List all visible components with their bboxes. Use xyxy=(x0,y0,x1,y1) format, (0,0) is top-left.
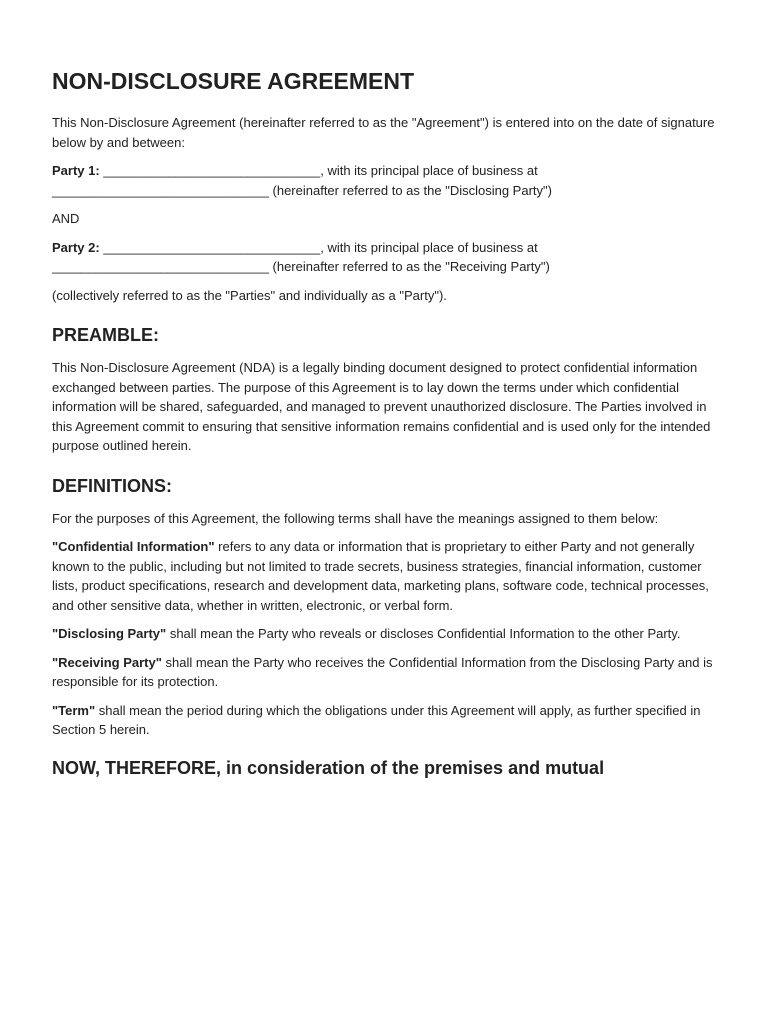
definition-text: shall mean the Party who receives the Confidential Information from the Disclosing Party and is responsible for its protection. xyxy=(52,654,713,689)
definition-text: shall mean the Party who reveals or discloses Confidential Information to the other Party. xyxy=(166,626,681,641)
party1-paragraph xyxy=(52,161,724,200)
party1-label: Party 1: xyxy=(52,163,100,178)
party2-text: ______________________________, with its principal place of business at ______________________________ (hereinafter referred to as the "Receiving Party") xyxy=(52,239,550,274)
definition-term: "Confidential Information" xyxy=(52,539,215,554)
definition-item xyxy=(52,624,724,644)
definition-text: refers to any data or information that is proprietary to either Party and not generally known to the public, including but not limited to trade secrets, business strategies, financial information, customer lists, product specifications, research and development data, marketing plans, software code, technical processes, and other sensitive data, whether in written, electronic, or verbal form. xyxy=(52,539,709,613)
definition-term: "Receiving Party" xyxy=(52,654,162,670)
definitions-heading: DEFINITIONS: xyxy=(52,475,172,496)
party2-label: Party 2: xyxy=(52,239,100,255)
definition-text: shall mean the period during which the obligations under this Agreement will apply, as further specified in Section 5 herein. xyxy=(52,702,701,737)
preamble-heading: PREAMBLE: xyxy=(52,325,159,345)
preamble-paragraph: This Non-Disclosure Agreement (NDA) is a legally binding document designed to protect confidential information exchanged between parties. The purpose of this Agreement is to lay down the terms under which confidential information will be shared, safeguarded, and managed to prevent unauthorized disclosure. The Parties involved in this Agreement commit to ensuring that sensitive information remains confidential and is used only for the intended purpose outlined herein. xyxy=(52,360,711,453)
party2-paragraph xyxy=(52,238,724,277)
definition-item xyxy=(52,701,724,740)
and-text: AND xyxy=(52,211,80,226)
document-title: NON-DISCLOSURE AGREEMENT xyxy=(52,68,415,94)
definition-item xyxy=(52,537,724,615)
definition-term: "Disclosing Party" xyxy=(52,626,167,641)
definitions-intro: For the purposes of this Agreement, the following terms shall have the meanings assigned to them below: xyxy=(52,510,659,526)
party1-text: ______________________________, with its principal place of business at ______________________________ (hereinafter referred to as the "Disclosing Party") xyxy=(52,163,552,198)
closing-heading: NOW, THEREFORE, in consideration of the premises and mutual xyxy=(52,757,605,778)
intro-paragraph: This Non-Disclosure Agreement (hereinafter referred to as the "Agreement") is entered into on the date of signature below by and between: xyxy=(52,115,715,150)
collective-paragraph: (collectively referred to as the "Parties" and individually as a "Party"). xyxy=(52,287,447,303)
document-page xyxy=(52,68,724,779)
definition-term: "Term" xyxy=(52,702,96,718)
definition-item xyxy=(52,653,724,692)
